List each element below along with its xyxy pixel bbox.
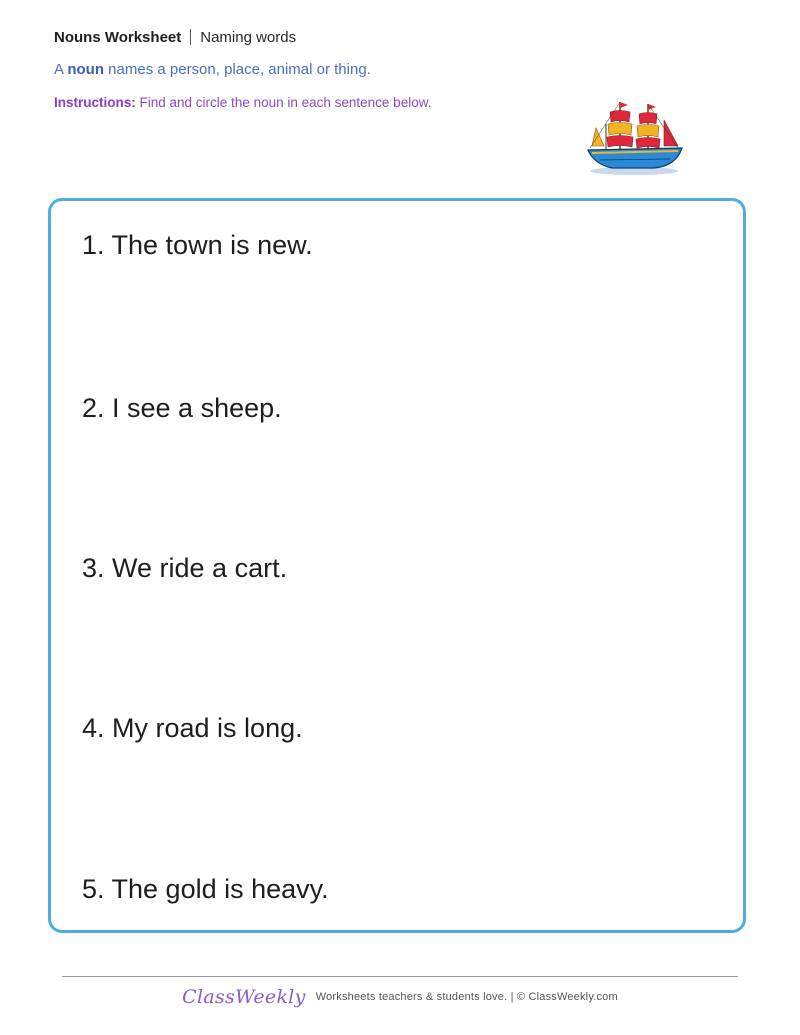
footer-divider bbox=[62, 976, 738, 977]
sailing-ship-icon bbox=[584, 98, 688, 178]
worksheet-subtitle: Naming words bbox=[200, 29, 297, 46]
worksheet-header bbox=[54, 28, 296, 48]
header-divider bbox=[190, 29, 191, 45]
sentence-4[interactable]: 4. My road is long. bbox=[82, 713, 303, 743]
footer-tagline: Worksheets teachers & students love. | © ClassWeekly.com bbox=[315, 991, 618, 1003]
instructions-text: Find and circle the noun in each sentence below. bbox=[135, 95, 432, 110]
footer bbox=[0, 986, 800, 1008]
worksheet-title: Nouns Worksheet bbox=[54, 29, 182, 46]
definition-rest: names a person, place, animal or thing. bbox=[104, 61, 371, 78]
definition-keyword: noun bbox=[67, 61, 105, 78]
noun-definition bbox=[54, 60, 371, 80]
instructions bbox=[54, 94, 431, 112]
sentence-1[interactable]: 1. The town is new. bbox=[82, 230, 313, 260]
sentence-3[interactable]: 3. We ride a cart. bbox=[82, 553, 288, 583]
instructions-label: Instructions: bbox=[54, 95, 136, 110]
brand-logo: ClassWeekly bbox=[182, 986, 306, 1008]
definition-prefix: A bbox=[54, 61, 68, 78]
sentence-5[interactable]: 5. The gold is heavy. bbox=[82, 874, 329, 904]
sentence-2[interactable]: 2. I see a sheep. bbox=[82, 393, 282, 423]
